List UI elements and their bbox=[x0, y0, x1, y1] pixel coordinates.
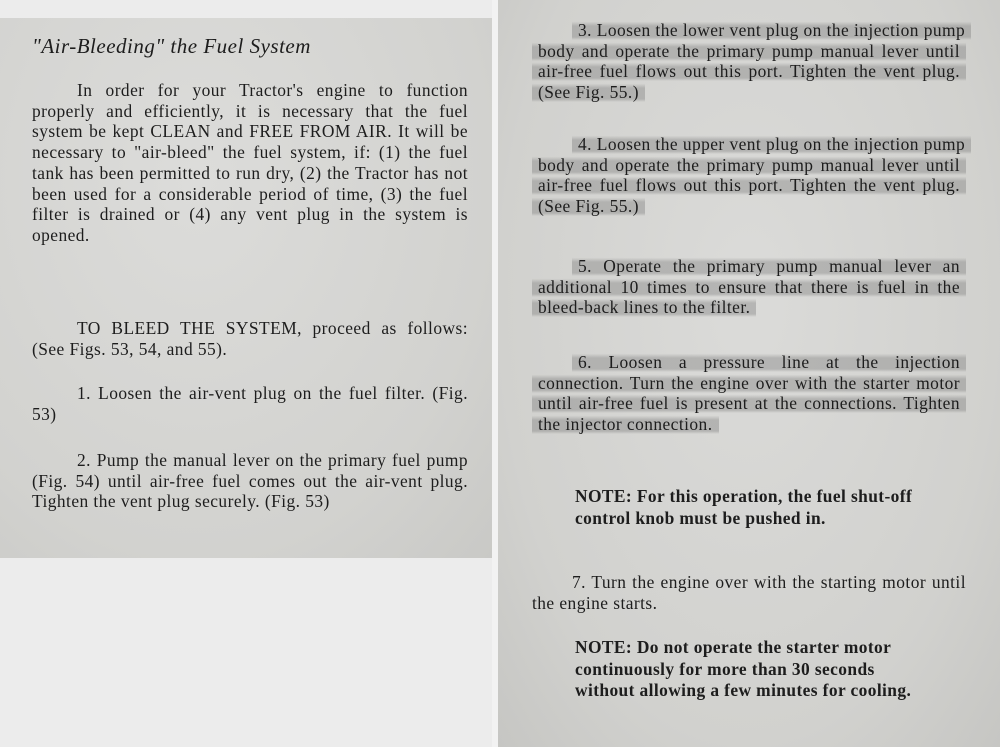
left-page bbox=[0, 18, 492, 558]
page-title: "Air-Bleeding" the Fuel System bbox=[32, 34, 311, 58]
step-6-highlight: 6. Loosen a pressure line at the injection connection. Turn the engine over with the starter motor until air-free fuel is present at the connections. Tighten the injector connection. bbox=[532, 352, 966, 434]
note-2: NOTE: Do not operate the starter motor continuously for more than 30 seconds without allowing a few minutes for cooling. bbox=[575, 637, 912, 700]
step-3-paragraph bbox=[532, 20, 966, 103]
step-1-paragraph: 1. Loosen the air-vent plug on the fuel filter. (Fig. 53) bbox=[32, 383, 468, 424]
step-7-paragraph: 7. Turn the engine over with the starting motor until the engine starts. bbox=[532, 572, 966, 613]
step-2-paragraph: 2. Pump the manual lever on the primary fuel pump (Fig. 54) until air-free fuel comes out the air-vent plug. Tighten the vent plug securely. (Fig. 53) bbox=[32, 450, 468, 512]
step-5-highlight: 5. Operate the primary pump manual lever an additional 10 times to ensure that there is fuel in the bleed-back lines to the filter. bbox=[532, 256, 966, 317]
note-1: NOTE: For this operation, the fuel shut-off control knob must be pushed in. bbox=[575, 486, 913, 528]
step-6-paragraph bbox=[532, 352, 966, 435]
step-4-paragraph bbox=[532, 134, 966, 217]
step-4-highlight: 4. Loosen the upper vent plug on the injection pump body and operate the primary pump manual lever until air-free fuel flows out this port. Tighten the vent plug. (See Fig. 55.) bbox=[532, 134, 971, 216]
right-page bbox=[498, 0, 1000, 747]
intro-paragraph: In order for your Tractor's engine to function properly and efficiently, it is necessary that the fuel system be kept CLEAN and FREE FROM AIR. It will be necessary to "air-bleed" the fuel system, if: (1) the fuel tank has been permitted to run dry, (2) the Tractor has not been used for a considerable period of time, (3) the fuel filter is drained or (4) any vent plug in the system is opened. bbox=[32, 80, 468, 245]
step-5-paragraph bbox=[532, 256, 966, 318]
bleed-intro-paragraph: TO BLEED THE SYSTEM, proceed as follows: (See Figs. 53, 54, and 55). bbox=[32, 318, 468, 359]
step-3-highlight: 3. Loosen the lower vent plug on the injection pump body and operate the primary pump manual lever until air-free fuel flows out this port. Tighten the vent plug. (See Fig. 55.) bbox=[532, 20, 971, 102]
